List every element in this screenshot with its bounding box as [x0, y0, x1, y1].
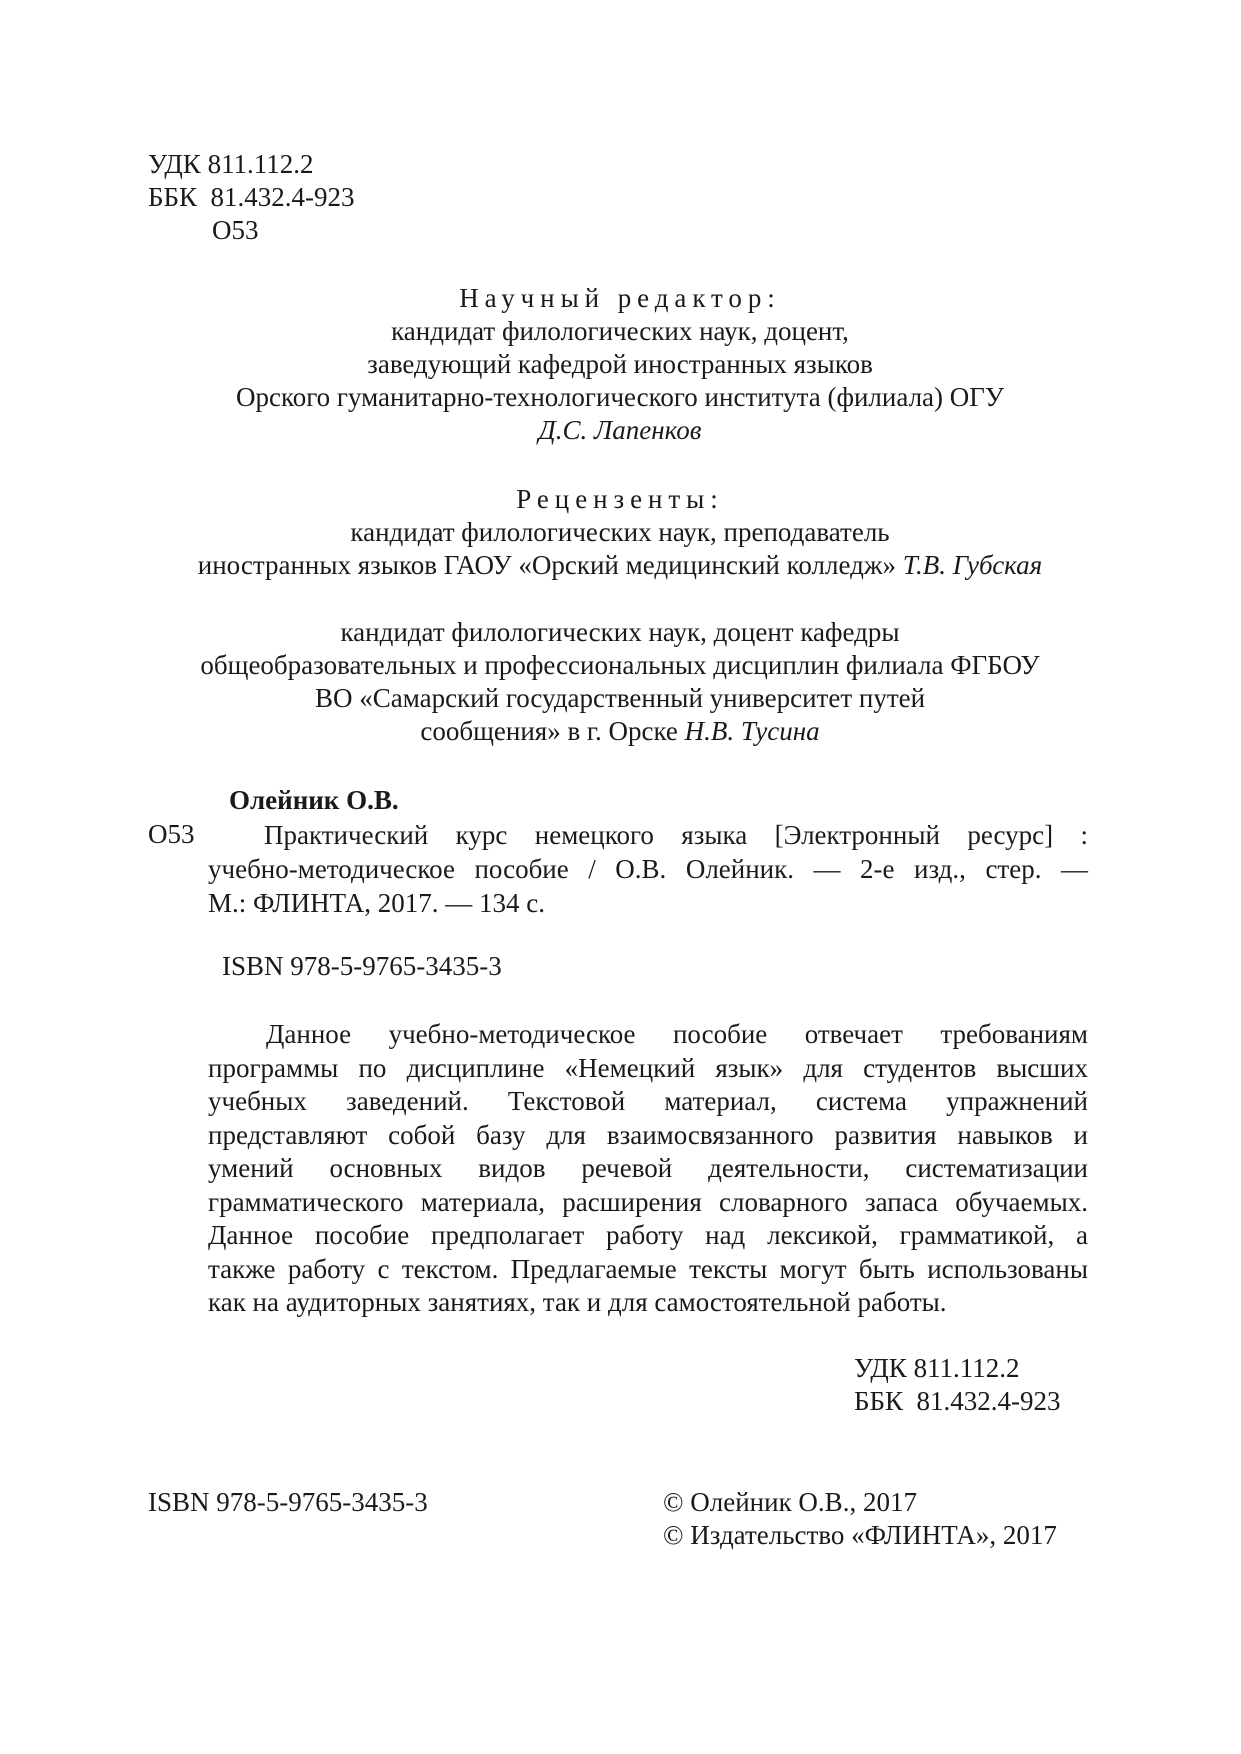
editor-line: заведующий кафедрой иностранных языков	[367, 349, 873, 379]
bib-description	[208, 818, 1088, 920]
copyright-author: © Олейник О.В., 2017	[663, 1487, 917, 1517]
reviewer2-line: ВО «Самарский государственный университет путей	[314, 683, 926, 713]
bib-isbn: ISBN 978-5-9765-3435-3	[222, 951, 502, 981]
reviewers-heading: Рецензенты:	[516, 484, 724, 514]
abstract-line: учебных заведений. Текстовой материал, система упражнений	[208, 1086, 1088, 1116]
bottom-bbk-code: ББК 81.432.4-923	[854, 1386, 1061, 1416]
bib-line: Практический курс немецкого языка [Электронный ресурс] :	[264, 820, 1088, 850]
abstract-line: представляют собой базу для взаимосвязанного развития навыков и	[208, 1119, 1088, 1150]
abstract-line: грамматического материала, расширения словарного запаса обучаемых.	[208, 1186, 1088, 1217]
bib-line: М.: ФЛИНТА, 2017. — 134 с.	[208, 888, 545, 918]
reviewer1-name: Т.В. Губская	[902, 550, 1043, 580]
copyright-publisher: © Издательство «ФЛИНТА», 2017	[663, 1520, 1057, 1550]
abstract-line: программы по дисциплине «Немецкий язык» для студентов высших	[208, 1052, 1088, 1083]
abstract-line: Данное пособие предполагает работу над лексикой, грамматикой, а	[208, 1220, 1088, 1250]
editor-heading: Научный редактор:	[459, 283, 781, 313]
reviewer2-city: сообщения» в г. Орске	[420, 716, 678, 746]
reviewers-block	[100, 483, 1140, 582]
reviewer2-line: общеобразовательных и профессиональных дисциплин филиала ФГБОУ	[200, 650, 1040, 680]
reviewer1-affiliation: иностранных языков ГАОУ «Орский медицинский колледж»	[197, 550, 896, 580]
editor-block	[100, 282, 1140, 447]
author-mark: О53	[212, 215, 259, 245]
reviewer2-name: Н.В. Тусина	[684, 716, 820, 746]
abstract-line: также работу с текстом. Предлагаемые тексты могут быть использованы	[208, 1253, 1088, 1284]
bib-author: Олейник О.В.	[229, 785, 399, 815]
abstract-line: Данное учебно-методическое пособие отвечает требованиям	[266, 1019, 1088, 1049]
abstract	[208, 1018, 1088, 1320]
bottom-udk-code: УДК 811.112.2	[854, 1353, 1020, 1383]
bib-mark: О53	[148, 819, 195, 849]
bib-line: учебно-методическое пособие / О.В. Олейник. — 2-е изд., стер. —	[208, 854, 1088, 884]
reviewer2-block	[100, 616, 1140, 748]
bbk-code: ББК 81.432.4-923	[148, 182, 355, 212]
abstract-line: умений основных видов речевой деятельности, систематизации	[208, 1153, 1088, 1183]
abstract-line: как на аудиторных занятиях, так и для самостоятельной работы.	[208, 1287, 947, 1317]
reviewer2-line	[100, 715, 1140, 748]
reviewer2-line: кандидат филологических наук, доцент кафедры	[340, 617, 900, 647]
footer-isbn: ISBN 978-5-9765-3435-3	[148, 1487, 428, 1517]
editor-line: кандидат филологических наук, доцент,	[391, 316, 849, 346]
editor-line: Орского гуманитарно-технологического института (филиала) ОГУ	[235, 382, 1004, 412]
reviewer1-line: кандидат филологических наук, преподаватель	[350, 517, 890, 547]
editor-name: Д.С. Лапенков	[538, 415, 702, 445]
reviewer1-line	[100, 549, 1140, 582]
udk-code: УДК 811.112.2	[148, 149, 314, 179]
